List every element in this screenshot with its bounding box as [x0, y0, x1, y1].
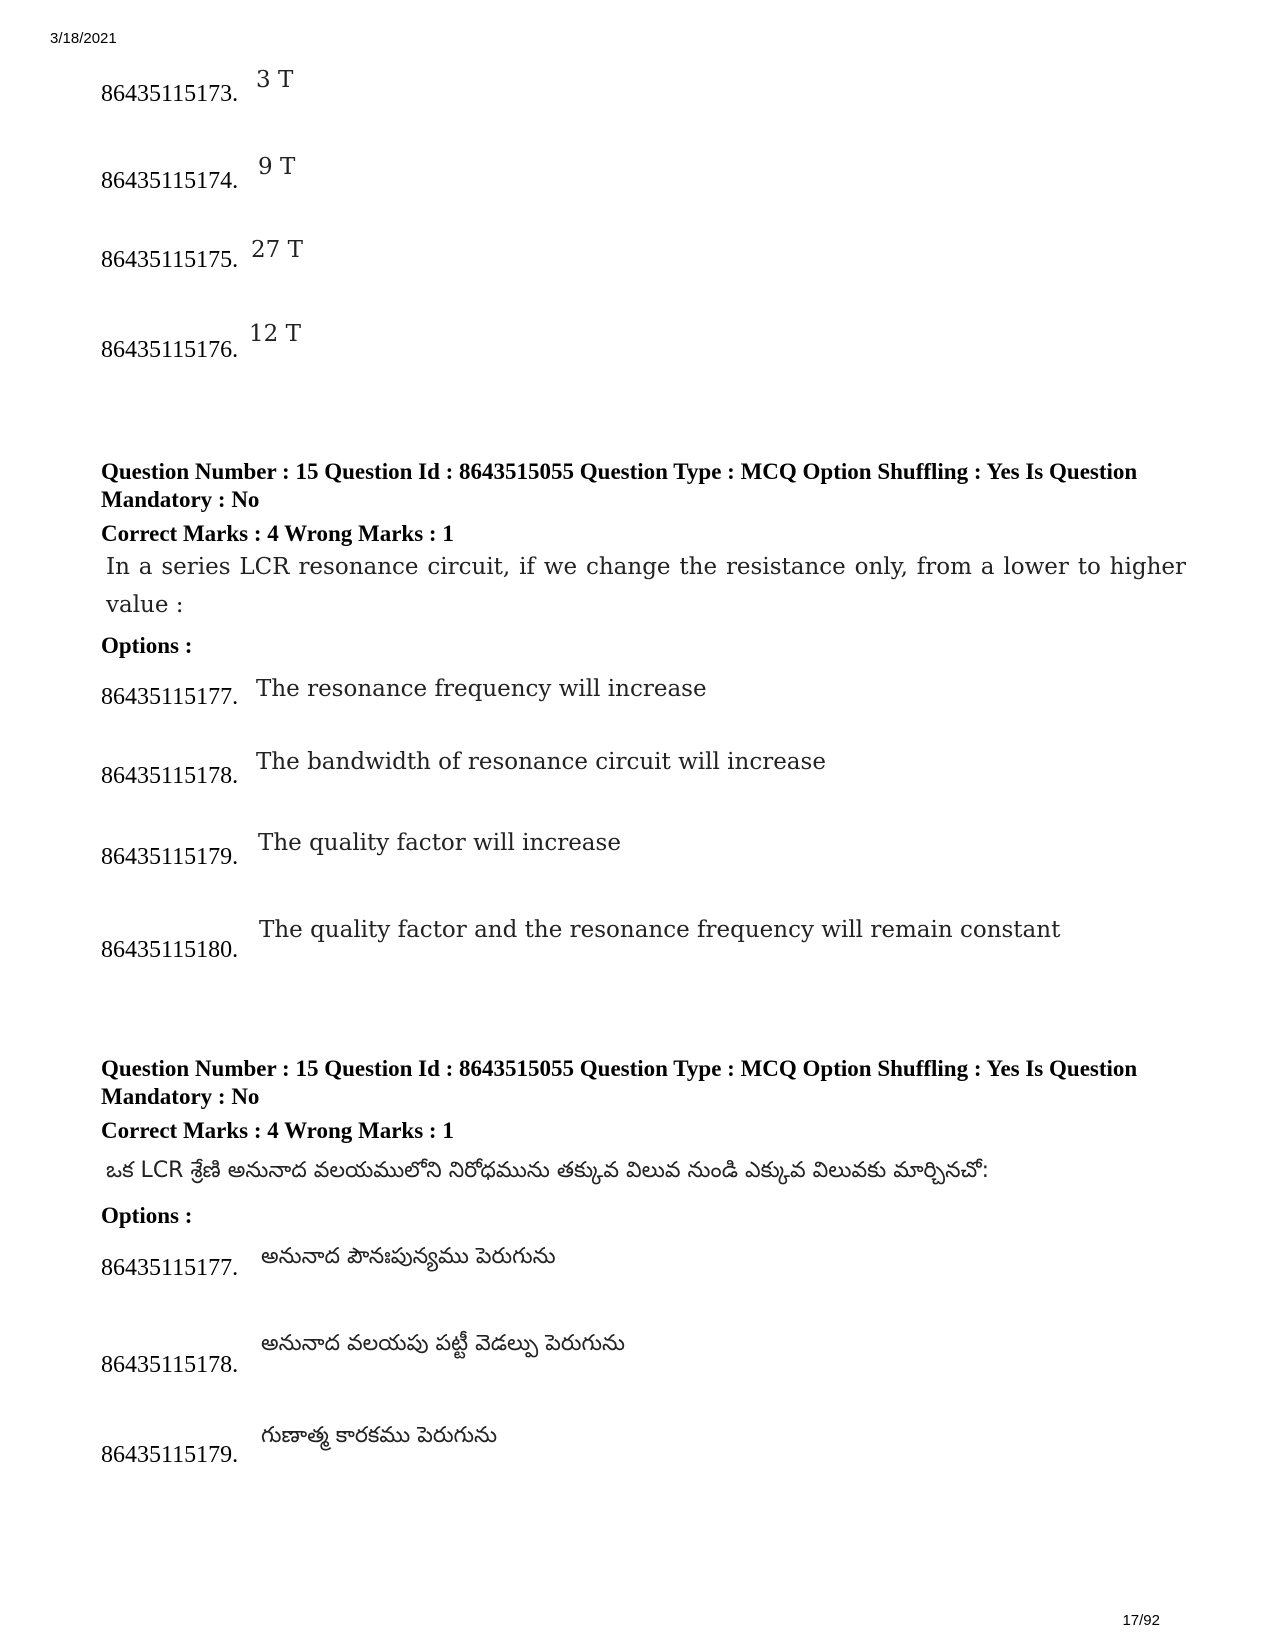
- question-text: ఒక LCR శ్రేణి అనునాద వలయములోని నిరోధమును తక్కువ విలువ నుండి ఎక్కువ విలువకు మార్చినచో:: [106, 1158, 990, 1183]
- option-id: 86435115173.: [101, 81, 239, 107]
- option-id: 86435115179.: [101, 1442, 239, 1468]
- option-row: [101, 322, 1201, 362]
- option-row: [101, 1331, 1201, 1378]
- option-id: 86435115178.: [101, 763, 239, 789]
- print-date: 3/18/2021: [50, 30, 117, 47]
- option-id: 86435115176.: [101, 337, 239, 363]
- options-label: Options :: [101, 633, 193, 658]
- option-row: [101, 1240, 1201, 1280]
- option-text: 9 T: [258, 154, 296, 180]
- option-id: 86435115177.: [101, 684, 239, 710]
- option-text: అనునాద పౌనఃపున్యము పెరుగును: [261, 1244, 556, 1269]
- question-meta: Question Number : 15 Question Id : 8643515055 Question Type : MCQ Option Shuffling : Yes Is Question Mandatory : No: [101, 459, 1138, 512]
- option-row: [101, 66, 1201, 106]
- option-row: [101, 153, 1201, 193]
- option-id: 86435115180.: [101, 937, 239, 963]
- option-text: The bandwidth of resonance circuit will increase: [256, 749, 826, 775]
- option-id: 86435115174.: [101, 168, 239, 194]
- option-text: 27 T: [251, 237, 303, 263]
- option-row: [101, 232, 1201, 272]
- option-text: 12 T: [249, 321, 301, 347]
- option-text: అనునాద వలయపు పట్టీ వెడల్పు పెరుగును: [261, 1331, 626, 1356]
- option-row: [101, 669, 1201, 709]
- option-id: 86435115178.: [101, 1352, 239, 1378]
- question-marks: Correct Marks : 4 Wrong Marks : 1: [101, 1118, 454, 1143]
- option-id: 86435115179.: [101, 844, 239, 870]
- options-label: Options :: [101, 1203, 193, 1228]
- option-id: 86435115175.: [101, 247, 239, 273]
- option-id: 86435115177.: [101, 1255, 239, 1281]
- option-row: [101, 748, 1201, 788]
- page-number: 17/92: [1122, 1612, 1160, 1629]
- option-text: The quality factor and the resonance frequency will remain constant: [259, 917, 1061, 943]
- option-text: గుణాత్మ కారకము పెరుగును: [261, 1423, 498, 1448]
- option-row: [101, 1423, 1201, 1468]
- question-meta: Question Number : 15 Question Id : 8643515055 Question Type : MCQ Option Shuffling : Yes Is Question Mandatory : No: [101, 1056, 1138, 1109]
- question-marks: Correct Marks : 4 Wrong Marks : 1: [101, 521, 454, 546]
- option-row: [101, 829, 1201, 869]
- option-text: 3 T: [256, 67, 294, 93]
- option-text: The resonance frequency will increase: [256, 676, 707, 702]
- option-row: [101, 917, 1201, 963]
- option-text: The quality factor will increase: [258, 830, 621, 856]
- question-text: In a series LCR resonance circuit, if we change the resistance only, from a lower to higher value :: [106, 554, 1186, 618]
